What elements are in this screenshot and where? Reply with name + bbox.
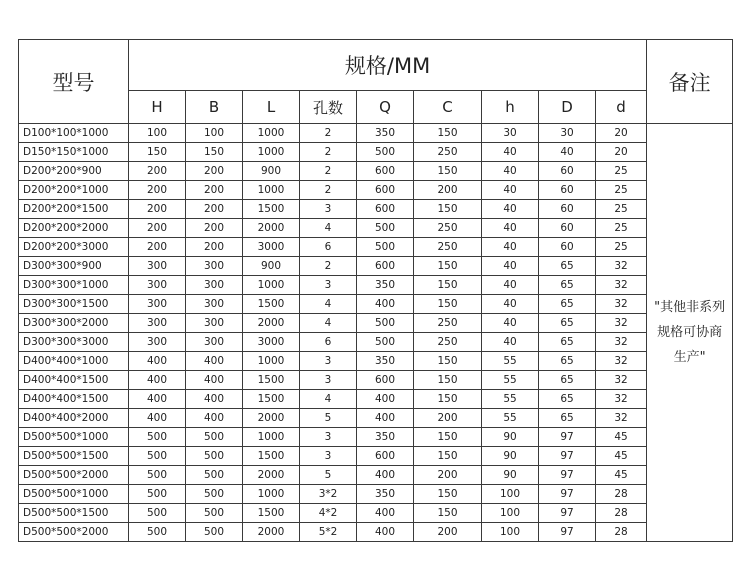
value-cell: 32 [596, 257, 647, 276]
model-cell: D500*500*1500 [19, 504, 129, 523]
value-cell: 4*2 [300, 504, 357, 523]
value-cell: 65 [539, 390, 596, 409]
column-header: Q [357, 91, 414, 124]
value-cell: 4 [300, 219, 357, 238]
value-cell: 1000 [243, 352, 300, 371]
remark-line: "其他非系列 [654, 300, 726, 315]
value-cell: 2000 [243, 219, 300, 238]
column-header: 孔数 [300, 91, 357, 124]
value-cell: 40 [482, 257, 539, 276]
value-cell: 400 [129, 390, 186, 409]
value-cell: 350 [357, 485, 414, 504]
value-cell: 500 [357, 143, 414, 162]
value-cell: 2 [300, 143, 357, 162]
value-cell: 3*2 [300, 485, 357, 504]
value-cell: 200 [129, 219, 186, 238]
value-cell: 200 [186, 181, 243, 200]
value-cell: 28 [596, 523, 647, 542]
value-cell: 97 [539, 504, 596, 523]
value-cell: 400 [357, 523, 414, 542]
model-cell: D400*400*1000 [19, 352, 129, 371]
value-cell: 65 [539, 295, 596, 314]
value-cell: 150 [414, 447, 482, 466]
model-cell: D500*500*1000 [19, 428, 129, 447]
value-cell: 5*2 [300, 523, 357, 542]
value-cell: 2 [300, 162, 357, 181]
table-row [19, 466, 733, 485]
value-cell: 25 [596, 162, 647, 181]
table-row [19, 143, 733, 162]
table-row [19, 295, 733, 314]
model-cell: D200*200*900 [19, 162, 129, 181]
value-cell: 500 [129, 504, 186, 523]
value-cell: 55 [482, 390, 539, 409]
model-cell: D500*500*2000 [19, 523, 129, 542]
table-row [19, 352, 733, 371]
value-cell: 32 [596, 276, 647, 295]
value-cell: 150 [414, 200, 482, 219]
column-header: B [186, 91, 243, 124]
value-cell: 1500 [243, 390, 300, 409]
value-cell: 60 [539, 181, 596, 200]
value-cell: 600 [357, 447, 414, 466]
value-cell: 5 [300, 409, 357, 428]
value-cell: 500 [357, 333, 414, 352]
value-cell: 3000 [243, 238, 300, 257]
value-cell: 32 [596, 352, 647, 371]
table-row [19, 390, 733, 409]
value-cell: 40 [482, 295, 539, 314]
value-cell: 45 [596, 447, 647, 466]
header-remark: 备注 [647, 40, 733, 124]
value-cell: 1000 [243, 143, 300, 162]
value-cell: 300 [129, 257, 186, 276]
model-cell: D400*400*1500 [19, 390, 129, 409]
value-cell: 1000 [243, 124, 300, 143]
table-row [19, 504, 733, 523]
value-cell: 400 [357, 409, 414, 428]
value-cell: 100 [186, 124, 243, 143]
value-cell: 32 [596, 295, 647, 314]
value-cell: 25 [596, 181, 647, 200]
value-cell: 97 [539, 466, 596, 485]
column-header: H [129, 91, 186, 124]
column-header: L [243, 91, 300, 124]
value-cell: 500 [186, 504, 243, 523]
remark-note [647, 124, 733, 542]
value-cell: 4 [300, 295, 357, 314]
value-cell: 250 [414, 314, 482, 333]
model-cell: D500*500*2000 [19, 466, 129, 485]
value-cell: 200 [129, 162, 186, 181]
value-cell: 150 [414, 295, 482, 314]
value-cell: 150 [186, 143, 243, 162]
table-row [19, 409, 733, 428]
value-cell: 500 [129, 447, 186, 466]
value-cell: 150 [414, 162, 482, 181]
column-header: C [414, 91, 482, 124]
value-cell: 90 [482, 447, 539, 466]
value-cell: 60 [539, 162, 596, 181]
column-header: d [596, 91, 647, 124]
value-cell: 97 [539, 485, 596, 504]
table-row [19, 276, 733, 295]
table-body [19, 124, 733, 542]
value-cell: 200 [186, 238, 243, 257]
value-cell: 150 [414, 390, 482, 409]
table-row [19, 428, 733, 447]
value-cell: 28 [596, 504, 647, 523]
value-cell: 250 [414, 333, 482, 352]
model-cell: D200*200*1500 [19, 200, 129, 219]
value-cell: 200 [129, 200, 186, 219]
value-cell: 150 [414, 428, 482, 447]
value-cell: 600 [357, 162, 414, 181]
value-cell: 200 [414, 523, 482, 542]
table-row [19, 238, 733, 257]
value-cell: 3 [300, 428, 357, 447]
value-cell: 500 [357, 238, 414, 257]
value-cell: 20 [596, 143, 647, 162]
value-cell: 600 [357, 257, 414, 276]
value-cell: 500 [357, 314, 414, 333]
value-cell: 500 [186, 447, 243, 466]
value-cell: 400 [357, 466, 414, 485]
value-cell: 65 [539, 409, 596, 428]
value-cell: 97 [539, 523, 596, 542]
value-cell: 350 [357, 124, 414, 143]
value-cell: 100 [129, 124, 186, 143]
value-cell: 90 [482, 466, 539, 485]
value-cell: 5 [300, 466, 357, 485]
model-cell: D400*400*2000 [19, 409, 129, 428]
table-row [19, 124, 733, 143]
value-cell: 200 [129, 181, 186, 200]
value-cell: 600 [357, 371, 414, 390]
table-row [19, 371, 733, 390]
value-cell: 32 [596, 390, 647, 409]
value-cell: 20 [596, 124, 647, 143]
value-cell: 300 [129, 333, 186, 352]
value-cell: 400 [186, 409, 243, 428]
value-cell: 500 [186, 466, 243, 485]
value-cell: 1500 [243, 295, 300, 314]
value-cell: 3 [300, 447, 357, 466]
value-cell: 350 [357, 276, 414, 295]
value-cell: 32 [596, 371, 647, 390]
value-cell: 300 [186, 295, 243, 314]
value-cell: 500 [357, 219, 414, 238]
value-cell: 25 [596, 238, 647, 257]
value-cell: 2 [300, 257, 357, 276]
value-cell: 2000 [243, 314, 300, 333]
value-cell: 1000 [243, 181, 300, 200]
value-cell: 200 [186, 200, 243, 219]
value-cell: 400 [186, 371, 243, 390]
value-cell: 250 [414, 219, 482, 238]
table-row [19, 523, 733, 542]
value-cell: 65 [539, 333, 596, 352]
model-cell: D150*150*1000 [19, 143, 129, 162]
value-cell: 200 [129, 238, 186, 257]
value-cell: 40 [482, 200, 539, 219]
value-cell: 900 [243, 162, 300, 181]
value-cell: 32 [596, 333, 647, 352]
value-cell: 100 [482, 504, 539, 523]
value-cell: 28 [596, 485, 647, 504]
value-cell: 2000 [243, 466, 300, 485]
value-cell: 65 [539, 276, 596, 295]
table-row [19, 219, 733, 238]
value-cell: 300 [129, 295, 186, 314]
value-cell: 1500 [243, 371, 300, 390]
value-cell: 400 [129, 371, 186, 390]
value-cell: 55 [482, 352, 539, 371]
header-spec: 规格/MM [129, 40, 647, 91]
model-cell: D500*500*1000 [19, 485, 129, 504]
value-cell: 1000 [243, 428, 300, 447]
model-cell: D500*500*1500 [19, 447, 129, 466]
value-cell: 40 [482, 181, 539, 200]
value-cell: 200 [186, 219, 243, 238]
value-cell: 500 [129, 485, 186, 504]
model-cell: D300*300*3000 [19, 333, 129, 352]
value-cell: 1000 [243, 276, 300, 295]
value-cell: 60 [539, 238, 596, 257]
model-cell: D300*300*1000 [19, 276, 129, 295]
value-cell: 350 [357, 428, 414, 447]
value-cell: 1500 [243, 504, 300, 523]
value-cell: 300 [129, 314, 186, 333]
value-cell: 25 [596, 219, 647, 238]
value-cell: 3 [300, 371, 357, 390]
value-cell: 150 [414, 276, 482, 295]
value-cell: 100 [482, 523, 539, 542]
value-cell: 65 [539, 352, 596, 371]
value-cell: 40 [482, 143, 539, 162]
model-cell: D400*400*1500 [19, 371, 129, 390]
table-row [19, 314, 733, 333]
value-cell: 3000 [243, 333, 300, 352]
remark-line: 生产" [673, 350, 706, 365]
value-cell: 65 [539, 314, 596, 333]
value-cell: 30 [482, 124, 539, 143]
value-cell: 1500 [243, 447, 300, 466]
value-cell: 400 [186, 390, 243, 409]
value-cell: 150 [414, 504, 482, 523]
value-cell: 500 [129, 523, 186, 542]
value-cell: 2 [300, 181, 357, 200]
value-cell: 40 [482, 219, 539, 238]
model-cell: D300*300*900 [19, 257, 129, 276]
value-cell: 150 [414, 257, 482, 276]
value-cell: 30 [539, 124, 596, 143]
value-cell: 400 [186, 352, 243, 371]
value-cell: 400 [129, 409, 186, 428]
value-cell: 200 [414, 409, 482, 428]
value-cell: 500 [186, 523, 243, 542]
value-cell: 2000 [243, 523, 300, 542]
value-cell: 25 [596, 200, 647, 219]
value-cell: 100 [482, 485, 539, 504]
value-cell: 65 [539, 371, 596, 390]
value-cell: 150 [414, 124, 482, 143]
value-cell: 150 [414, 371, 482, 390]
column-header: D [539, 91, 596, 124]
value-cell: 300 [186, 257, 243, 276]
table-row [19, 485, 733, 504]
value-cell: 3 [300, 276, 357, 295]
value-cell: 60 [539, 219, 596, 238]
value-cell: 300 [129, 276, 186, 295]
value-cell: 90 [482, 428, 539, 447]
remark-line: 规格可协商 [657, 325, 723, 340]
value-cell: 250 [414, 238, 482, 257]
model-cell: D200*200*1000 [19, 181, 129, 200]
value-cell: 150 [414, 352, 482, 371]
table-row [19, 181, 733, 200]
value-cell: 900 [243, 257, 300, 276]
table-row [19, 162, 733, 181]
table-row [19, 447, 733, 466]
value-cell: 300 [186, 314, 243, 333]
value-cell: 500 [186, 428, 243, 447]
value-cell: 300 [186, 276, 243, 295]
value-cell: 4 [300, 314, 357, 333]
value-cell: 400 [357, 504, 414, 523]
value-cell: 97 [539, 447, 596, 466]
value-cell: 32 [596, 314, 647, 333]
value-cell: 45 [596, 428, 647, 447]
value-cell: 250 [414, 143, 482, 162]
value-cell: 2 [300, 124, 357, 143]
value-cell: 55 [482, 371, 539, 390]
value-cell: 40 [482, 276, 539, 295]
value-cell: 200 [414, 466, 482, 485]
value-cell: 3 [300, 200, 357, 219]
value-cell: 40 [539, 143, 596, 162]
value-cell: 6 [300, 238, 357, 257]
value-cell: 200 [414, 181, 482, 200]
value-cell: 200 [186, 162, 243, 181]
table-row [19, 333, 733, 352]
model-cell: D100*100*1000 [19, 124, 129, 143]
value-cell: 1500 [243, 200, 300, 219]
value-cell: 2000 [243, 409, 300, 428]
value-cell: 97 [539, 428, 596, 447]
value-cell: 4 [300, 390, 357, 409]
value-cell: 1000 [243, 485, 300, 504]
table-row [19, 257, 733, 276]
value-cell: 350 [357, 352, 414, 371]
value-cell: 65 [539, 257, 596, 276]
value-cell: 500 [186, 485, 243, 504]
value-cell: 3 [300, 352, 357, 371]
value-cell: 40 [482, 162, 539, 181]
value-cell: 40 [482, 314, 539, 333]
value-cell: 400 [129, 352, 186, 371]
value-cell: 500 [129, 466, 186, 485]
value-cell: 40 [482, 238, 539, 257]
value-cell: 500 [129, 428, 186, 447]
value-cell: 400 [357, 295, 414, 314]
value-cell: 60 [539, 200, 596, 219]
model-cell: D200*200*3000 [19, 238, 129, 257]
model-cell: D200*200*2000 [19, 219, 129, 238]
model-cell: D300*300*1500 [19, 295, 129, 314]
value-cell: 600 [357, 181, 414, 200]
value-cell: 300 [186, 333, 243, 352]
value-cell: 55 [482, 409, 539, 428]
value-cell: 32 [596, 409, 647, 428]
table-row [19, 200, 733, 219]
value-cell: 400 [357, 390, 414, 409]
column-header: h [482, 91, 539, 124]
value-cell: 150 [129, 143, 186, 162]
spec-table [18, 39, 733, 542]
value-cell: 45 [596, 466, 647, 485]
value-cell: 150 [414, 485, 482, 504]
header-model: 型号 [19, 40, 129, 124]
value-cell: 40 [482, 333, 539, 352]
model-cell: D300*300*2000 [19, 314, 129, 333]
value-cell: 6 [300, 333, 357, 352]
value-cell: 600 [357, 200, 414, 219]
